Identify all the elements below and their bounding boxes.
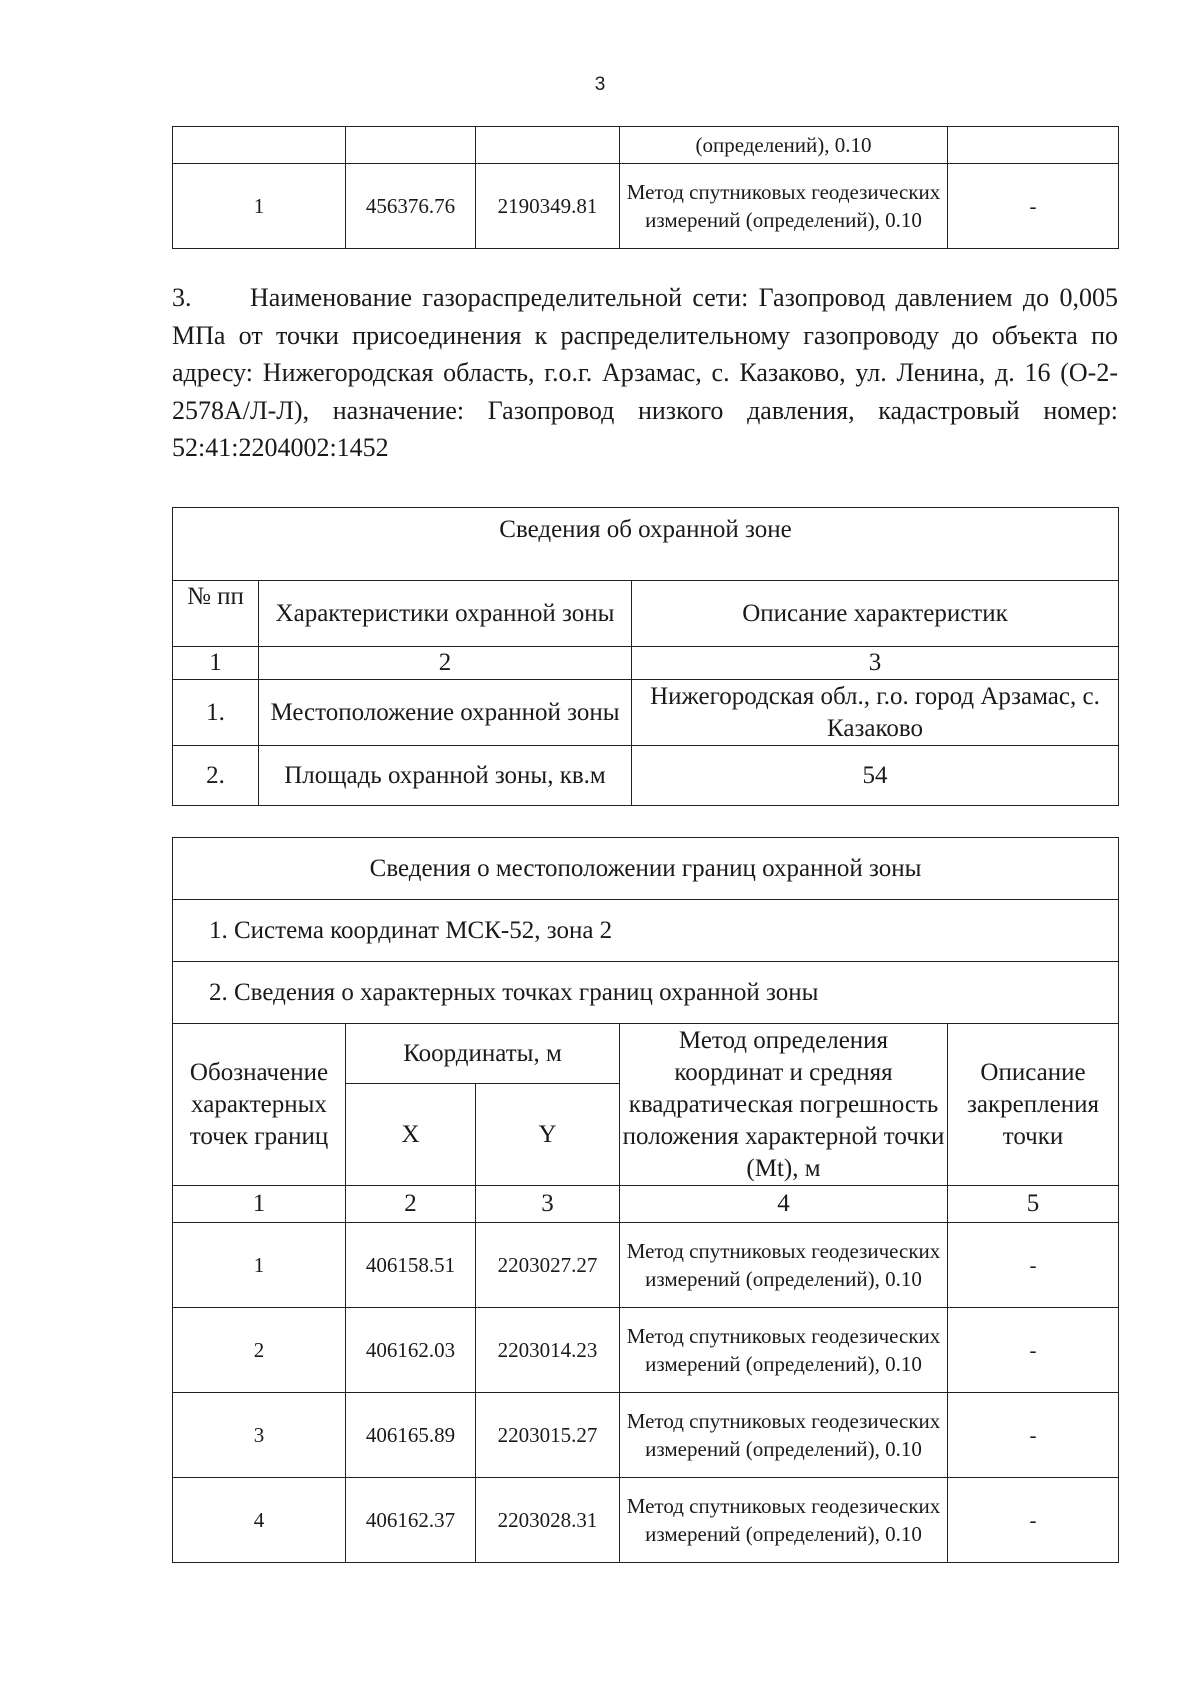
section-text: Наименование газораспределительной сети: Газопровод давлением до 0,005 МПа от точки присоединения к распределительному газопроводу до объекта по адресу: Нижегородская область, г.о.г. Арзамас, с. Казаково, ул. Ленина, д. 16 (О-2-2578А/Л-Л), назначение: Газопровод низкого давления, кадастровый номер: 52:41:2204002:1452 <box>172 283 1118 462</box>
method-cell: Метод спутниковых геодезических измерений (определений), 0.10 <box>620 1478 948 1563</box>
table-title-row <box>173 508 1119 581</box>
row-value: 54 <box>632 746 1119 806</box>
row-num: 1. <box>173 680 259 746</box>
method-cell: Метод спутниковых геодезических измерений (определений), 0.10 <box>620 1223 948 1308</box>
point-id-cell: 1 <box>173 164 346 249</box>
points-title: 2. Сведения о характерных точках границ охранной зоны <box>173 962 1119 1024</box>
header-description: Описание характеристик <box>632 581 1119 647</box>
header-x: X <box>346 1084 476 1186</box>
table-row <box>173 1223 1119 1308</box>
y-cell: 2203014.23 <box>476 1308 620 1393</box>
desc-cell: - <box>948 1478 1119 1563</box>
table-row <box>173 1308 1119 1393</box>
header-coords: Координаты, м <box>346 1024 620 1084</box>
boundary-points-table <box>172 837 1119 1563</box>
table-row <box>173 1393 1119 1478</box>
table-title-row <box>173 838 1119 900</box>
method-cell: Метод спутниковых геодезических измерений (определений), 0.10 <box>620 164 948 249</box>
x-cell: 406162.37 <box>346 1478 476 1563</box>
method-cell: (определений), 0.10 <box>620 127 948 164</box>
table-row <box>173 164 1119 249</box>
y-cell: 2203027.27 <box>476 1223 620 1308</box>
bounds-title: Сведения о местоположении границ охранной зоны <box>173 838 1119 900</box>
point-id-cell: 1 <box>173 1223 346 1308</box>
header-num: № пп <box>173 581 259 647</box>
table-header-row <box>173 581 1119 647</box>
y-cell: 2203015.27 <box>476 1393 620 1478</box>
x-cell: 406165.89 <box>346 1393 476 1478</box>
header-y: Y <box>476 1084 620 1186</box>
table-index-row: 1 2 3 4 5 <box>173 1186 1119 1223</box>
header-point: Обозначение характерных точек границ <box>173 1024 346 1186</box>
table-row <box>173 680 1119 746</box>
x-cell: 456376.76 <box>346 164 476 249</box>
coord-system-row <box>173 900 1119 962</box>
point-id-cell: 3 <box>173 1393 346 1478</box>
zone-info-table <box>172 507 1119 806</box>
points-title-row <box>173 962 1119 1024</box>
y-cell: 2190349.81 <box>476 164 620 249</box>
zone-info-title: Сведения об охранной зоне <box>173 508 1119 581</box>
header-characteristics: Характеристики охранной зоны <box>259 581 632 647</box>
section-number: 3. <box>172 283 192 312</box>
section-paragraph <box>172 279 1118 467</box>
header-desc: Описание закрепления точки <box>948 1024 1119 1186</box>
point-id-cell: 4 <box>173 1478 346 1563</box>
table-row <box>173 746 1119 806</box>
table-header-row <box>173 1024 1119 1084</box>
header-method: Метод определения координат и средняя квадратическая погрешность положения характерной точки (Mt), м <box>620 1024 948 1186</box>
x-cell: 406158.51 <box>346 1223 476 1308</box>
desc-cell: - <box>948 1308 1119 1393</box>
table-row <box>173 127 1119 164</box>
y-cell: 2203028.31 <box>476 1478 620 1563</box>
desc-cell: - <box>948 164 1119 249</box>
method-cell: Метод спутниковых геодезических измерений (определений), 0.10 <box>620 1393 948 1478</box>
x-cell: 406162.03 <box>346 1308 476 1393</box>
row-num: 2. <box>173 746 259 806</box>
method-cell: Метод спутниковых геодезических измерений (определений), 0.10 <box>620 1308 948 1393</box>
desc-cell: - <box>948 1393 1119 1478</box>
coord-system: 1. Система координат МСК-52, зона 2 <box>173 900 1119 962</box>
row-name: Местоположение охранной зоны <box>259 680 632 746</box>
row-name: Площадь охранной зоны, кв.м <box>259 746 632 806</box>
previous-points-table <box>172 126 1119 249</box>
point-id-cell: 2 <box>173 1308 346 1393</box>
row-value: Нижегородская обл., г.о. город Арзамас, с. Казаково <box>632 680 1119 746</box>
table-index-row: 1 2 3 <box>173 647 1119 680</box>
desc-cell: - <box>948 1223 1119 1308</box>
table-row <box>173 1478 1119 1563</box>
page-number: 3 <box>594 74 606 95</box>
